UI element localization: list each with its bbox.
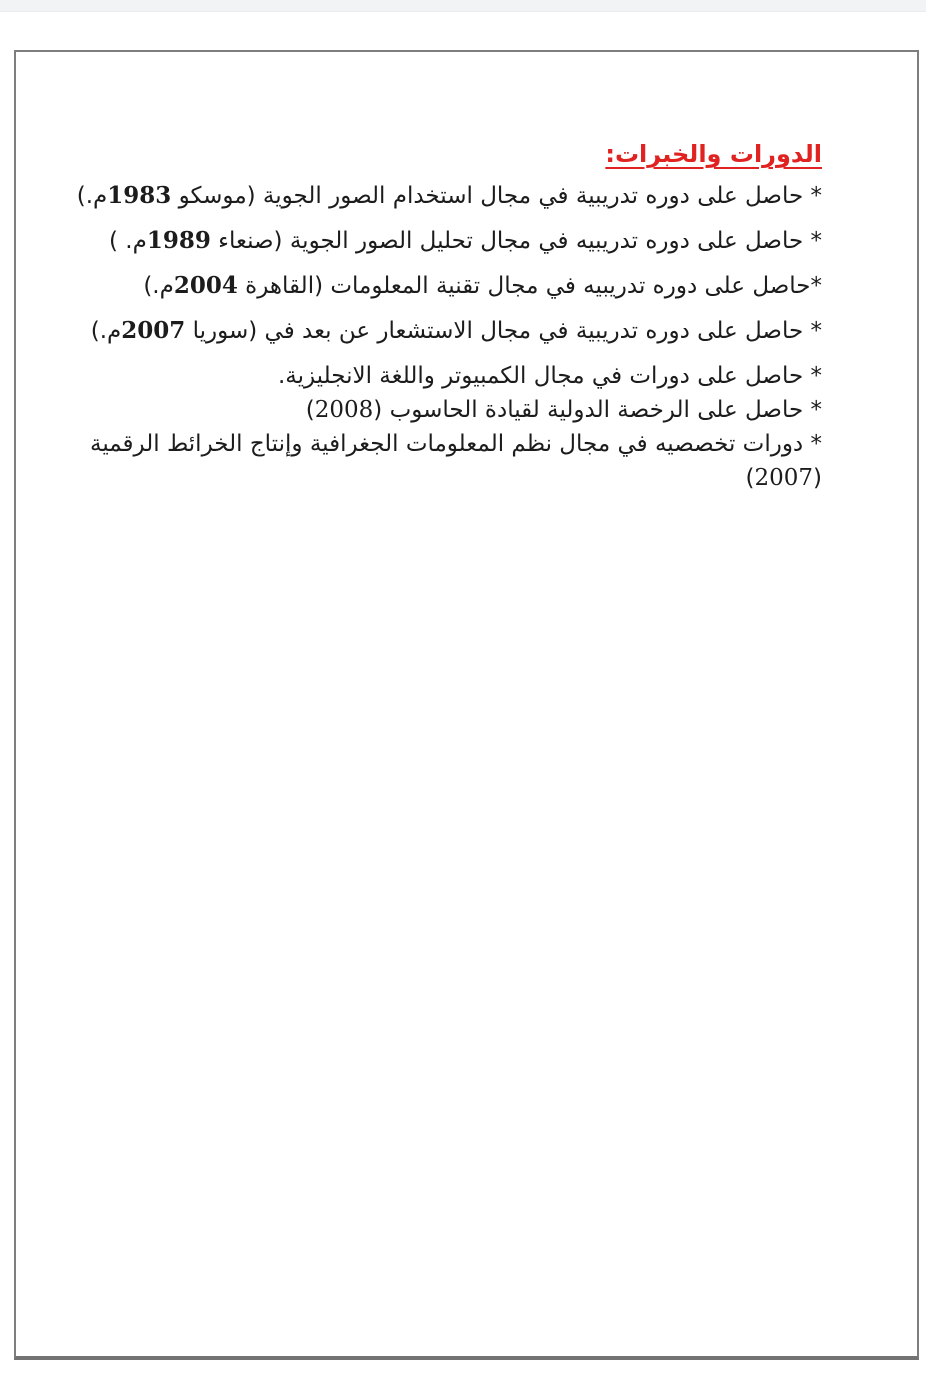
course-text: م.)	[90, 318, 122, 344]
course-line	[51, 461, 822, 495]
course-line	[51, 179, 822, 213]
course-text: * حاصل على دورات في مجال الكمبيوتر واللغة الانجليزية.	[277, 363, 822, 389]
course-line	[51, 393, 822, 427]
course-line	[51, 314, 822, 348]
course-text: )	[305, 397, 315, 423]
course-list	[51, 179, 822, 495]
document-content	[16, 52, 917, 495]
course-line	[51, 269, 822, 303]
course-line	[51, 359, 822, 393]
course-text: (	[813, 465, 822, 491]
course-year: 1983	[107, 182, 172, 209]
course-text: * حاصل على الرخصة الدولية لقيادة الحاسوب (	[373, 397, 822, 423]
course-year: 2004	[173, 272, 238, 299]
course-year: 1989	[146, 227, 211, 254]
course-text: م.)	[76, 183, 108, 209]
course-text: * حاصل على دوره تدريبيه في مجال تحليل الصور الجوية (صنعاء	[210, 228, 822, 254]
document-page	[14, 50, 919, 1360]
course-year: 2007	[754, 465, 814, 491]
section-heading: الدورات والخبرات:	[605, 140, 822, 168]
course-line	[51, 224, 822, 258]
course-text: م.)	[143, 273, 174, 299]
course-text: * حاصل على دوره تدريبية في مجال استخدام الصور الجوية (موسكو	[171, 183, 822, 209]
course-year: 2007	[121, 317, 186, 344]
course-text: م. )	[109, 228, 147, 254]
course-year: 2008	[314, 397, 374, 423]
window-top-strip	[0, 0, 926, 12]
course-text: * حاصل على دوره تدريبية في مجال الاستشعار عن بعد في (سوريا	[185, 318, 822, 344]
course-text: * دورات تخصصيه في مجال نظم المعلومات الجغرافية وإنتاج الخرائط الرقمية	[89, 431, 822, 457]
course-text: )	[745, 465, 755, 491]
course-line	[51, 427, 822, 461]
course-text: *حاصل على دوره تدريبيه في مجال تقنية المعلومات (القاهرة	[237, 273, 822, 299]
